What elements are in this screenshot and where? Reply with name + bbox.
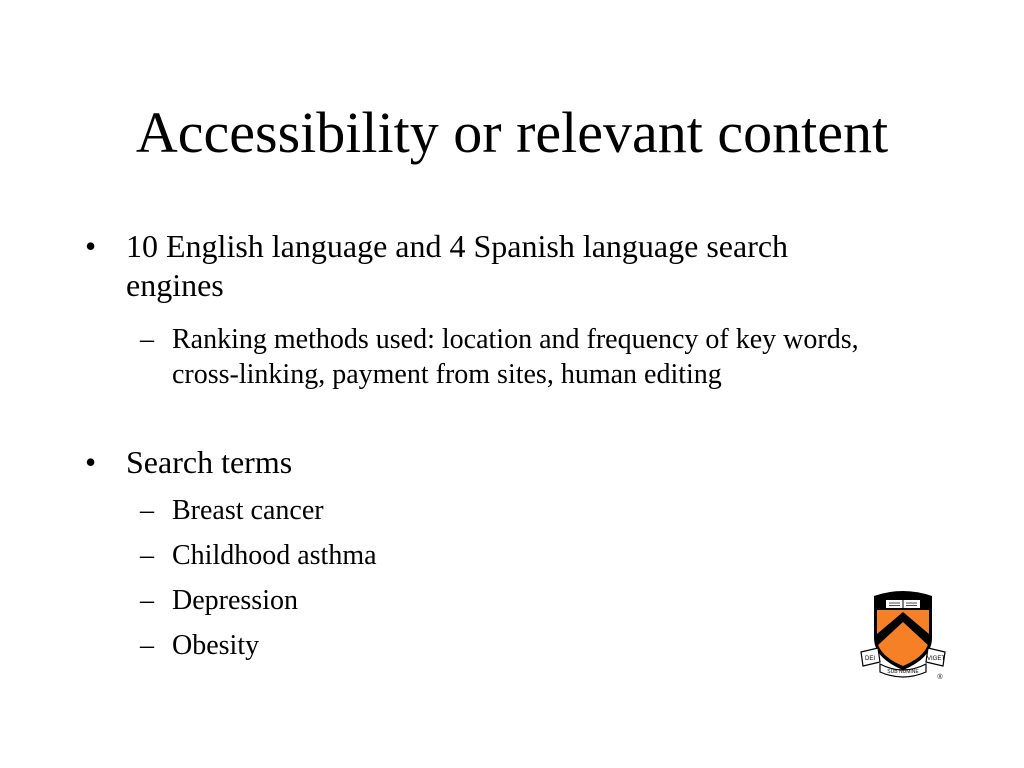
bullet-mark: • [85,228,97,264]
sub-bullet-text: Obesity [172,630,260,661]
motto-right: VIGET [926,656,946,662]
sub-bullet-item [140,538,920,573]
motto-bottom: SUB NUMINE [887,669,919,675]
sub-bullet-item [140,322,920,392]
registered-mark: ® [937,674,943,681]
sub-bullet-text: Childhood asthma [172,540,377,571]
sub-bullet-text: Ranking methods used: location and frequency of key words, cross-linking, payment from sites, human editing [172,324,859,390]
bullet-text: Search terms [126,444,293,480]
sub-bullet-mark: – [140,585,154,616]
sub-bullet-item [140,583,920,618]
sub-bullet-mark: – [140,495,154,526]
princeton-shield-icon [858,586,948,682]
motto-left: DEI [864,656,876,662]
slide-title: Accessibility or relevant content [135,100,889,165]
bullet-item [85,443,885,482]
bullet-item [85,227,885,305]
sub-bullet-item [140,628,920,663]
sub-bullet-mark: – [140,630,154,661]
bullet-text: 10 English language and 4 Spanish language search engines [126,228,789,303]
logo-svg [858,586,948,682]
sub-bullet-text: Breast cancer [172,495,324,526]
sub-bullet-mark: – [140,324,154,355]
sub-bullet-item [140,493,920,528]
sub-bullet-text: Depression [172,585,298,616]
bullet-mark: • [85,444,97,480]
sub-bullet-mark: – [140,540,154,571]
